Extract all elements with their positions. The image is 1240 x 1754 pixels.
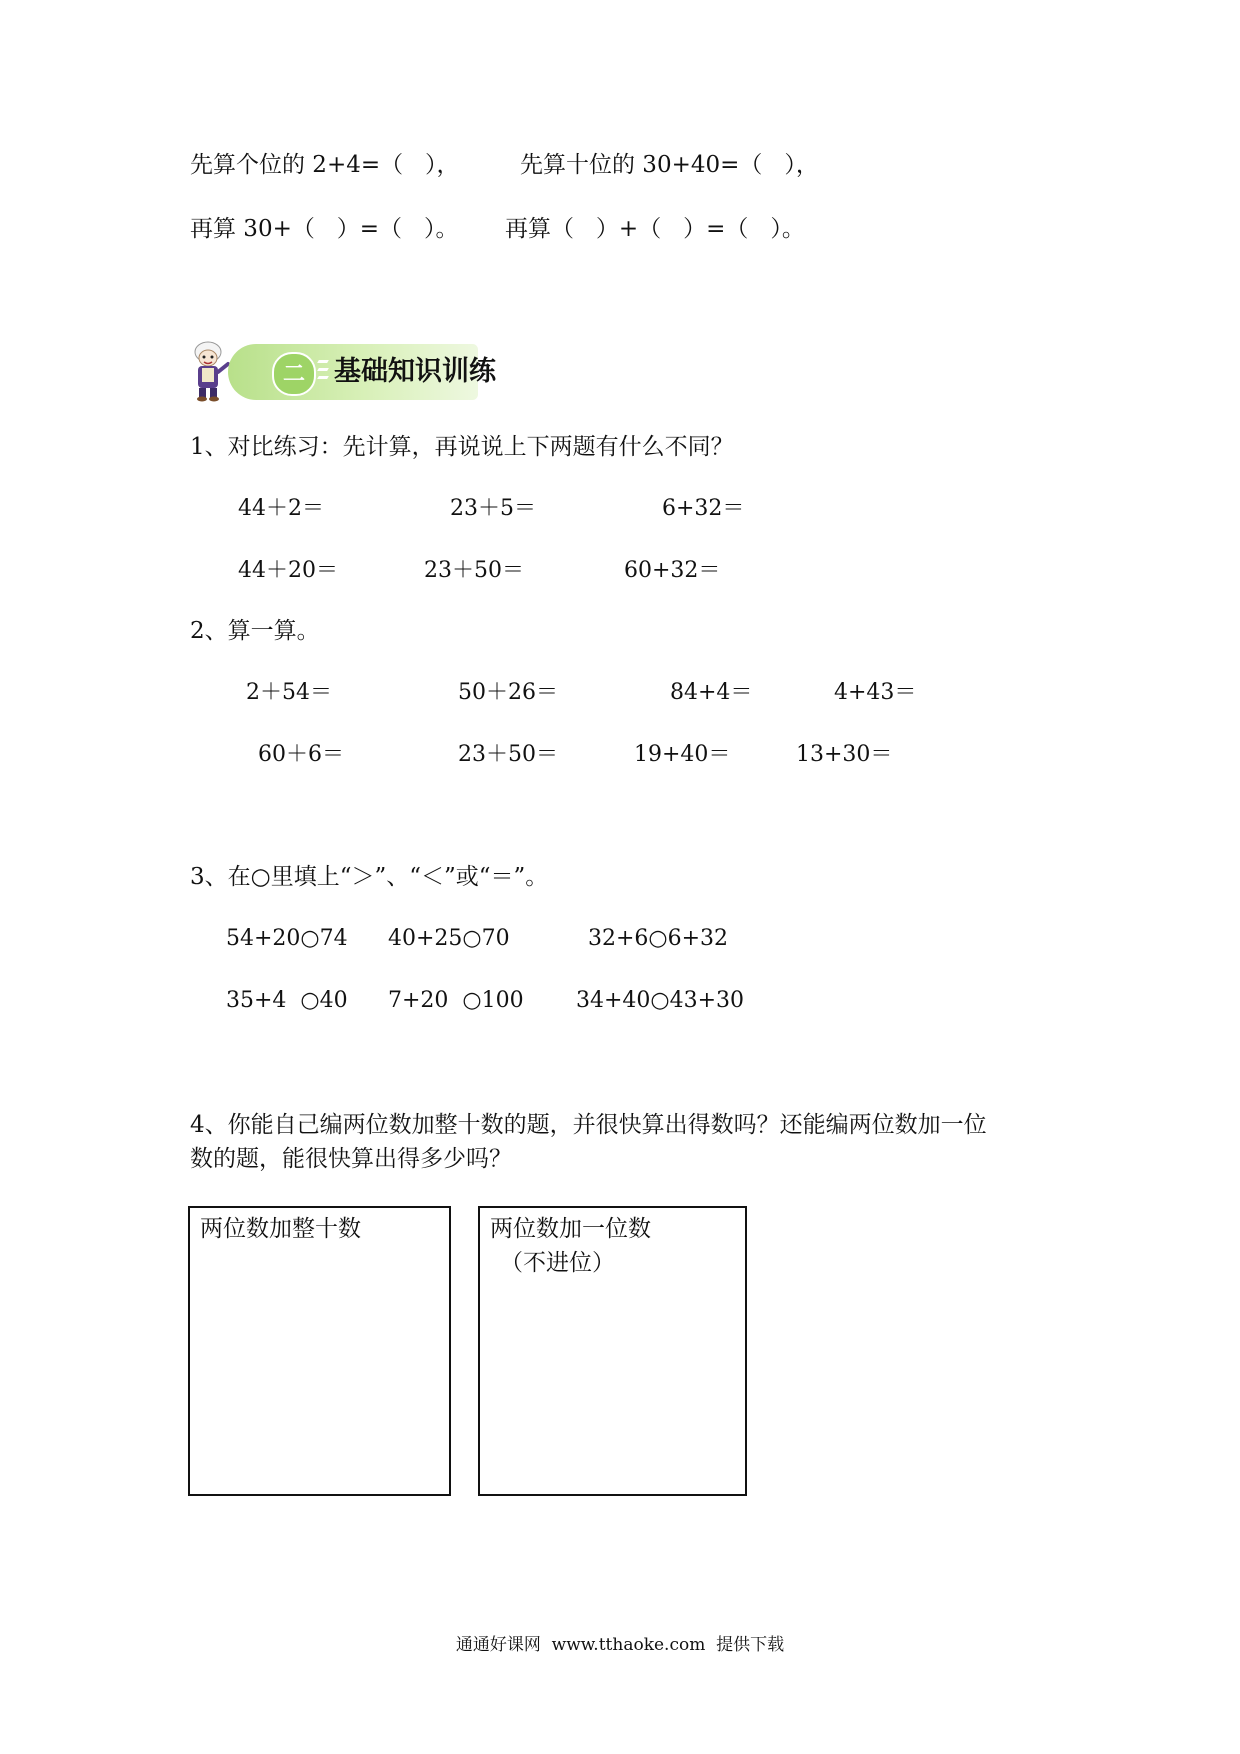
intro-line1-right: 先算十位的 30+40=（ ）， — [520, 152, 819, 178]
section-banner — [228, 344, 496, 400]
page-footer: 通通好课网 www.tthaoke.com 提供下载 — [455, 1635, 785, 1655]
banner-decoration — [318, 360, 328, 386]
q3-comparison: 32+6○6+32 — [588, 926, 729, 951]
q3-comparison: 7+20 ○100 — [388, 988, 524, 1013]
q3-prompt: 3、在○里填上“＞”、“＜”或“＝”。 — [190, 864, 549, 890]
box-tens-title: 两位数加整十数 — [200, 1216, 361, 1242]
q1-prompt: 1、对比练习：先计算，再说说上下两题有什么不同？ — [190, 434, 734, 460]
q2-eq: 13+30＝ — [796, 742, 893, 767]
q2-eq: 23＋50＝ — [458, 742, 558, 767]
q3-comparison: 40+25○70 — [388, 926, 510, 951]
intro-line2-right: 再算（ ）+（ ）=（ ）。 — [505, 216, 805, 242]
q3-comparison: 34+40○43+30 — [576, 988, 745, 1013]
q2-eq: 2＋54＝ — [246, 680, 332, 705]
q1-eq: 6+32＝ — [662, 496, 745, 521]
box-ones-title: 两位数加一位数 — [490, 1216, 651, 1242]
q3-comparison: 54+20○74 — [226, 926, 348, 951]
q2-eq: 50＋26＝ — [458, 680, 558, 705]
q4-prompt-line1: 4、你能自己编两位数加整十数的题，并很快算出得数吗？还能编两位数加一位 — [190, 1112, 987, 1138]
answer-box-ones[interactable] — [478, 1206, 747, 1496]
intro-line2-left: 再算 30+（ ）=（ ）。 — [190, 216, 459, 242]
q1-eq: 60+32＝ — [624, 558, 721, 583]
q2-prompt: 2、算一算。 — [190, 618, 320, 644]
q2-eq: 4+43＝ — [834, 680, 917, 705]
answer-box-tens[interactable] — [188, 1206, 451, 1496]
intro-line1-left: 先算个位的 2+4=（ ）， — [190, 152, 460, 178]
sheep-mascot-icon — [186, 338, 234, 402]
q1-eq: 23＋50＝ — [424, 558, 524, 583]
q2-eq: 60＋6＝ — [258, 742, 344, 767]
q2-eq: 19+40＝ — [634, 742, 731, 767]
q2-eq: 84+4＝ — [670, 680, 753, 705]
section-number: 二 — [272, 352, 316, 396]
q1-eq: 44＋2＝ — [238, 496, 324, 521]
q1-eq: 44＋20＝ — [238, 558, 338, 583]
q3-comparison: 35+4 ○40 — [226, 988, 348, 1013]
section-heading — [186, 338, 496, 402]
box-ones-subtitle: （不进位） — [500, 1250, 615, 1276]
q4-prompt-line2: 数的题，能很快算出得多少吗？ — [190, 1146, 512, 1172]
section-title: 基础知识训练 — [334, 356, 496, 387]
q1-eq: 23＋5＝ — [450, 496, 536, 521]
